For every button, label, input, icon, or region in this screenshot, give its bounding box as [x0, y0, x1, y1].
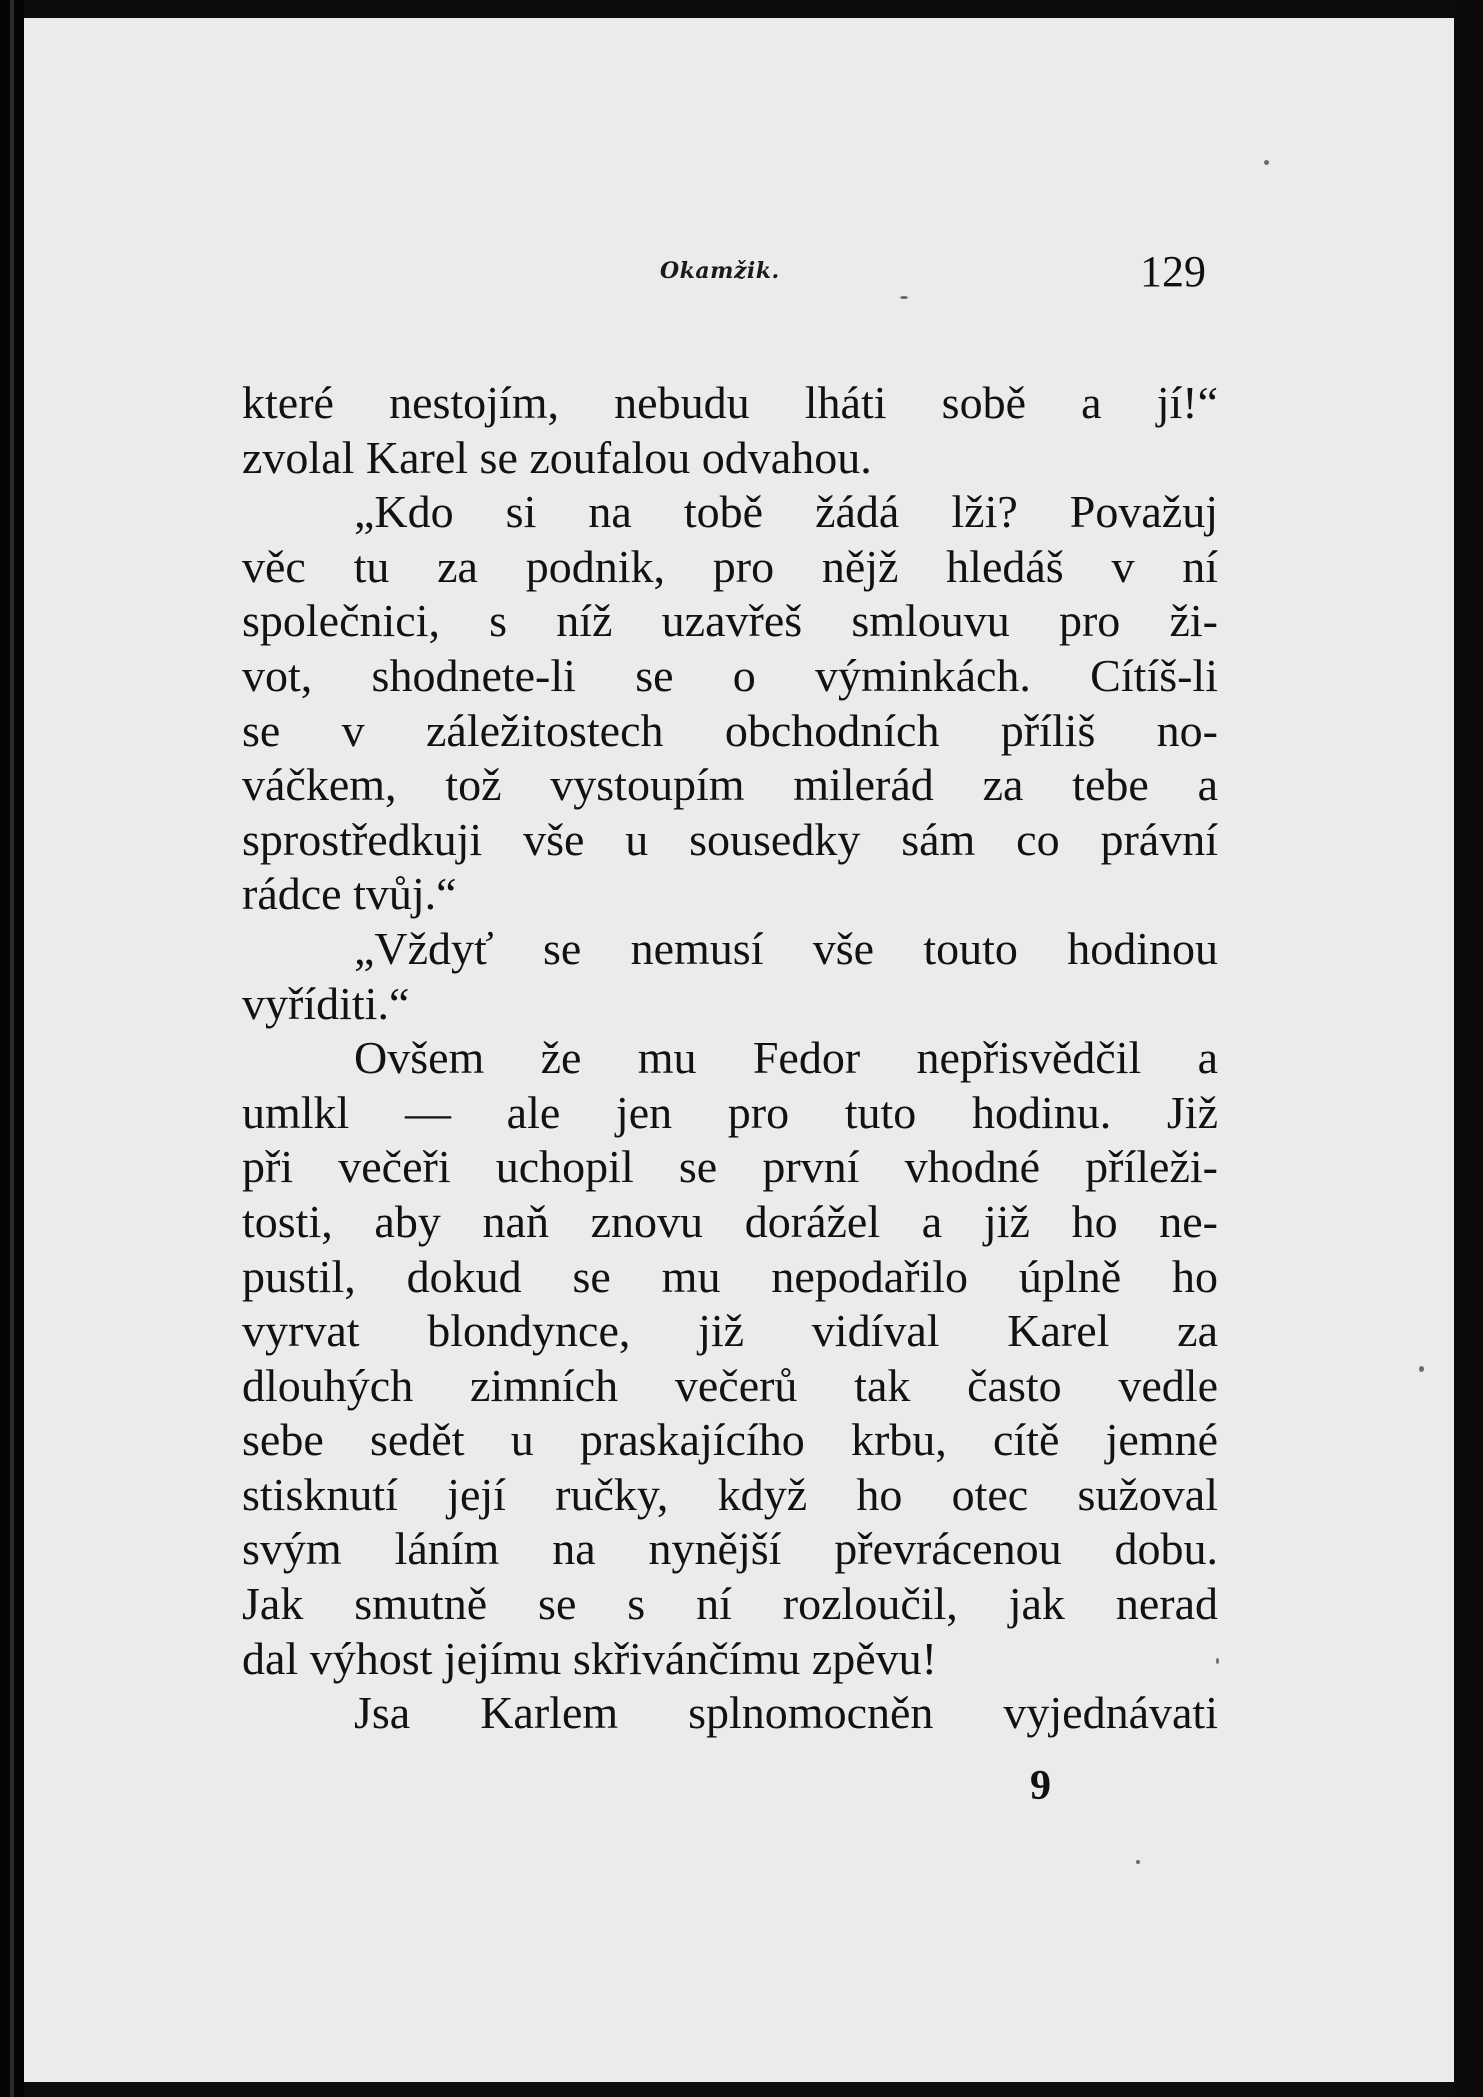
- text-line: při večeři uchopil se první vhodné příleži-: [242, 1141, 1218, 1193]
- page-number: 129: [1140, 247, 1206, 296]
- text-line: zvolal Karel se zoufalou odvahou.: [242, 431, 872, 483]
- text-line: sebe sedět u praskajícího krbu, cítě jemné: [242, 1414, 1218, 1466]
- book-page: [24, 18, 1454, 2082]
- text-line: vyrvat blondynce, již vidíval Karel za: [242, 1305, 1218, 1357]
- paper-speck: [1136, 1860, 1140, 1864]
- text-line: dlouhých zimních večerů tak často vedle: [242, 1359, 1218, 1411]
- text-line: sprostředkuji vše u sousedky sám co právní: [242, 813, 1218, 865]
- text-line: Jak smutně se s ní rozloučil, jak nerad: [242, 1578, 1218, 1630]
- text-line: věc tu za podnik, pro nějž hledáš v ní: [242, 540, 1218, 592]
- text-line: váčkem, tož vystoupím milerád za tebe a: [242, 759, 1218, 811]
- text-line: svým láním na nynější převrácenou dobu.: [242, 1523, 1218, 1575]
- text-line: Jsa Karlem splnomocněn vyjednávati: [354, 1687, 1218, 1739]
- text-line: „Vždyť se nemusí vše touto hodinou: [354, 922, 1218, 974]
- text-line: „Kdo si na tobě žádá lži? Považuj: [354, 486, 1218, 538]
- text-line: tosti, aby naň znovu dorážel a již ho ne-: [242, 1195, 1218, 1247]
- signature-mark: 9: [1030, 1763, 1051, 1809]
- text-line: společnici, s níž uzavřeš smlouvu pro ži-: [242, 595, 1218, 647]
- text-line: umlkl — ale jen pro tuto hodinu. Již: [242, 1086, 1218, 1138]
- scan-left-border: [0, 0, 24, 2097]
- scan-left-border-line: [10, 0, 14, 2097]
- text-line: dal výhost jejímu skřivánčímu zpěvu!: [242, 1632, 937, 1684]
- text-line: stisknutí její ručky, když ho otec sužoval: [242, 1468, 1218, 1520]
- paper-speck: [1419, 1366, 1424, 1372]
- text-line: rádce tvůj.“: [242, 868, 457, 920]
- paper-speck: [1264, 160, 1269, 165]
- text-line: vyříditi.“: [242, 977, 410, 1029]
- text-line: pustil, dokud se mu nepodařilo úplně ho: [242, 1250, 1218, 1302]
- running-title: Okamžik.: [660, 258, 780, 284]
- body-text: [242, 376, 1218, 1741]
- text-line: které nestojím, nebudu lháti sobě a jí!“: [242, 377, 1218, 428]
- text-line: Ovšem že mu Fedor nepřisvědčil a: [354, 1032, 1218, 1084]
- page-header: [226, 246, 1206, 336]
- text-line: vot, shodnete-li se o výminkách. Cítíš-li: [242, 649, 1218, 701]
- scan-right-border: [1454, 0, 1483, 2097]
- text-line: se v záležitostech obchodních příliš no-: [242, 704, 1218, 756]
